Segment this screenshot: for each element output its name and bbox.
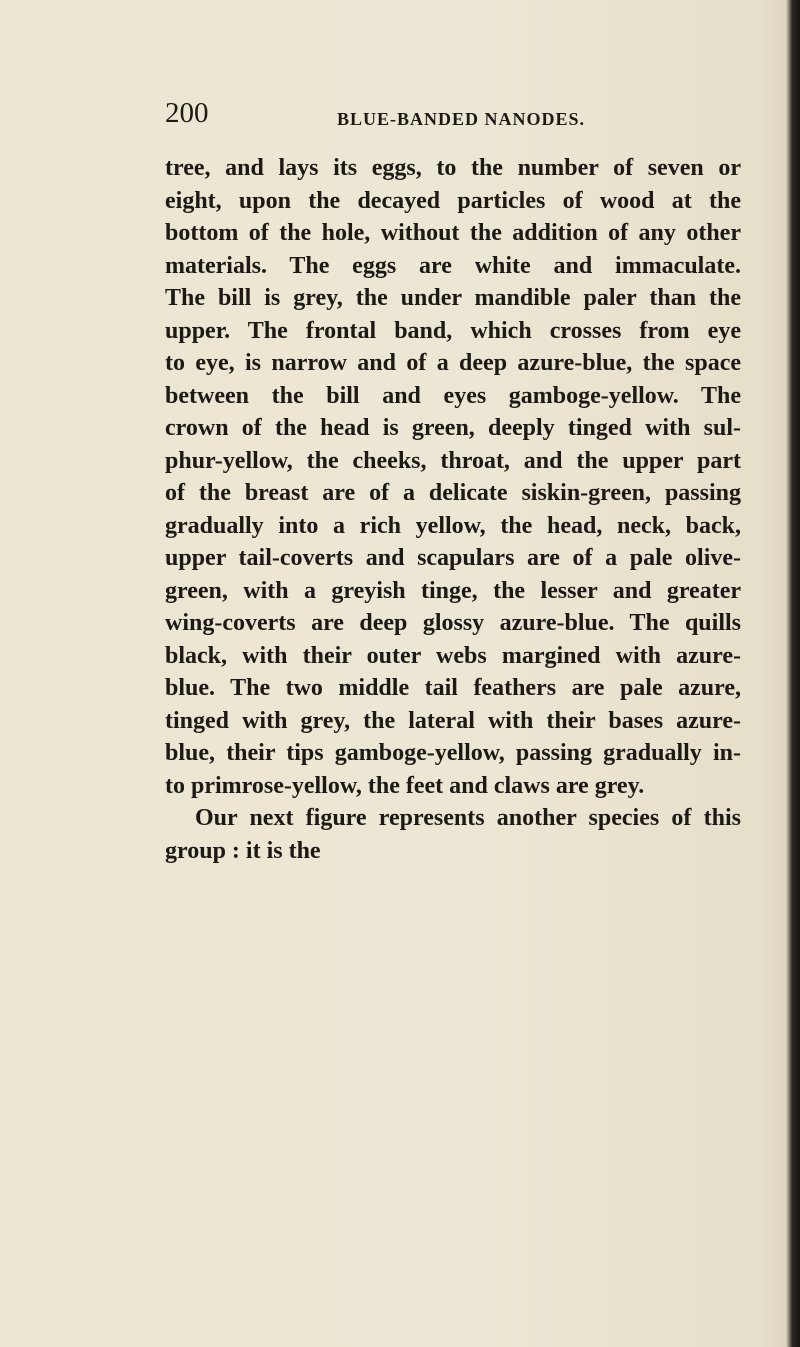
page-edge-shadow — [786, 0, 800, 1347]
text-line: tree, and lays its eggs, to the number of seven or — [165, 155, 741, 181]
text-line: green, with a greyish tinge, the lesser and greater — [165, 577, 741, 604]
text-line: eight, upon the decayed particles of wood at the — [165, 187, 741, 214]
text-line: crown of the head is green, deeply tinged with sul- — [165, 415, 741, 441]
text-line: The bill is grey, the under mandible paler than the — [165, 285, 741, 311]
text-line: blue, their tips gamboge-yellow, passing gradually in- — [165, 740, 741, 766]
running-head: BLUE-BANDED NANODES. — [337, 109, 586, 129]
text-line: gradually into a rich yellow, the head, neck, back, — [165, 512, 741, 539]
text-line: black, with their outer webs margined with azure- — [165, 642, 741, 669]
page-header — [165, 96, 645, 136]
text-line: Our next figure represents another species of this — [195, 805, 741, 831]
text-line: between the bill and eyes gamboge-yellow. The — [165, 382, 741, 409]
text-line: blue. The two middle tail feathers are pale azure, — [165, 675, 741, 701]
text-line: upper tail-coverts and scapulars are of a pale olive- — [165, 545, 741, 571]
text-line: upper. The frontal band, which crosses from eye — [165, 317, 741, 344]
text-line: of the breast are of a delicate siskin-green, passing — [165, 480, 741, 506]
text-line: wing-coverts are deep glossy azure-blue. The quills — [165, 610, 741, 636]
text-line: to eye, is narrow and of a deep azure-blue, the space — [165, 350, 741, 376]
text-line: group : it is the — [165, 837, 321, 864]
paragraph-2 — [165, 802, 741, 867]
page-number: 200 — [165, 97, 209, 129]
text-line: phur-yellow, the cheeks, throat, and the upper part — [165, 447, 741, 474]
paragraph-1 — [165, 152, 741, 802]
text-line: bottom of the hole, without the addition of any other — [165, 220, 741, 246]
text-line: to primrose-yellow, the feet and claws are grey. — [165, 772, 645, 799]
text-line: materials. The eggs are white and immaculate. — [165, 252, 741, 279]
text-line: tinged with grey, the lateral with their bases azure- — [165, 707, 741, 734]
body-text — [165, 152, 741, 867]
